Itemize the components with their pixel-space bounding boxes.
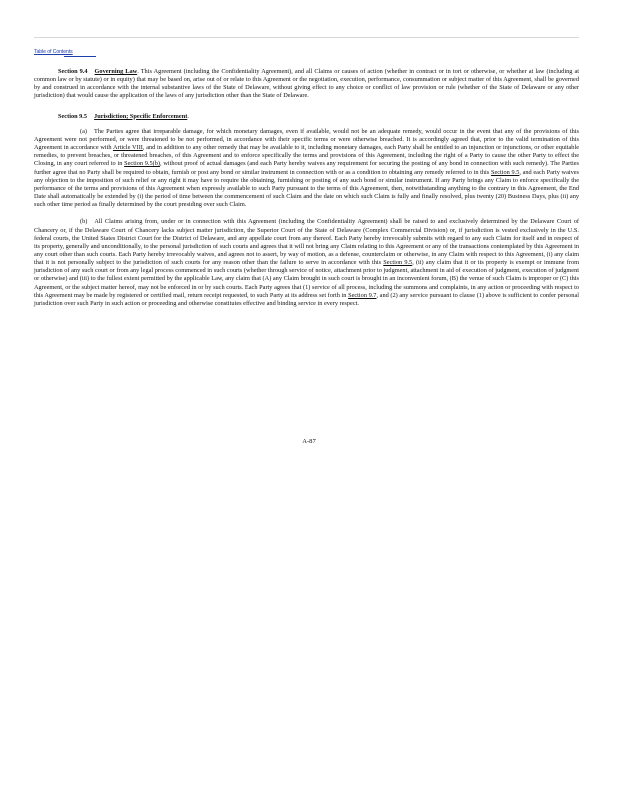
subsection-b-text-1: All Claims arising from, under or in connection with this Agreement (including the Confidentiality Agreement) shall be raised to and exclusively determined by the Delaware Court of Chancery or, if the Delaware Court of Chancery lacks subject matter jurisdiction, the Superior Court of the State of Delaware (Complex Commercial Division) or, if jurisdiction is vested exclusively in the U.S. federal courts, the United States District Court for the District of Delaware, and any appellate court from any thereof. Each Party hereby irrevocably submits with regard to any such Claim for itself and in respect of its property, generally and unconditionally, to the personal jurisdiction of such courts and agrees that it will not bring any Claim relating to this Agreement or any of the transactions contemplated by this Agreement in any court other than such courts. Each Party hereby irrevocably waives, and agrees not to assert, by way of motion, as a defense, counterclaim or otherwise, in any Claim with respect to this Agreement, (i) any claim that it is not personally subject to the jurisdiction of such courts for any reason other than the failure to serve in accordance with this (34, 218, 579, 267)
top-divider (34, 37, 579, 38)
subsection-a-text-3: , without proof of actual damages (and each Party hereby waives any requirement for securing the posting of any bond in connection with such remedy). The Parties further agree that no Party shall be required to obtain, furnish or post any bond or similar instrument in connection with or as a condition to obtaining any remedy referred to in this (34, 160, 579, 176)
section-9-4-number: Section 9.4 (58, 68, 88, 75)
subsection-b-text-3: , and (2) any service pursuant to clause (1) above is sufficient to confer personal jurisdiction over such Party in such action or proceeding and otherwise constitutes effective and binding service in every respect. (34, 291, 579, 307)
section-9-5-title: Jurisdiction; Specific Enforcement (94, 112, 188, 120)
section-9-5-b-paragraph (34, 218, 579, 308)
section-9-5-heading-period: . (187, 112, 189, 120)
subsection-b-text-2: , (ii) any claim that it or its property is exempt or immune from jurisdiction of any such court or from any legal process commenced in such courts (whether through service of notice, attachment prior to judgment, attachment in aid of execution of judgment, execution of judgment or otherwise) and (iii) to the fullest extent permitted by the applicable Law, any claim that (A) any Claim brought in such court is brought in an inconvenient forum, (B) the venue of such Claim is improper or (C) this Agreement, or the subject matter hereof, may not be enforced in or by such courts. Each Party agrees that (1) service of all process, including the summons and complaints, in any action or proceeding with respect to this Agreement may be made by registered or certified mail, return receipt requested, to such Party at its address set forth in (34, 259, 579, 299)
section-9-4-paragraph (34, 68, 579, 101)
section-9-5-reference-b[interactable]: Section 9.5 (383, 259, 413, 267)
section-9-5-heading (34, 113, 579, 121)
subsection-a-text-2: , and in addition to any other remedy that may be available to it, including monetary damages, each Party shall be entitled to an injunction or injunctions, or other equitable remedies, to prevent breaches, or threatened breaches, of this Agreement and to enforce specifically the terms and provisions of this Agreement, including the right of a Party to cause the other Party to effect the Closing, in any court referred to in (34, 144, 580, 168)
subsection-a-text-4: , and each Party waives any objection to the imposition of such relief or any right it may have to require the obtaining, furnishing or posting of any such bond or similar instrument. If any Party brings any Claim to enforce specifically the performance of the terms and provisions of this Agreement when expressly available to such Party pursuant to the terms of this Agreement, then, notwithstanding anything to the contrary in this Agreement, the End Date shall automatically be extended by (i) the period of time between the commencement of such Claim and the date on which such Claim is fully and finally resolved, plus twenty (20) Business Days, plus (ii) any such other time period as finally determined by the court presiding over such Claim. (34, 168, 580, 209)
table-of-contents-link[interactable]: Table of Contents (34, 49, 73, 55)
subsection-a-text-1: The Parties agree that irreparable damage, for which monetary damages, even if available, would not be an adequate remedy, would occur in the event that any of the provisions of this Agreement were not performed, or were threatened to be not performed, in accordance with their specific terms or were otherwise breached. It is accordingly agreed that, prior to the valid termination of this Agreement in accordance with (34, 127, 579, 152)
section-9-5-a-paragraph (34, 128, 579, 210)
page-number: A-87 (302, 438, 316, 445)
section-9-4-text: . This Agreement (including the Confidentiality Agreement), and all Claims or causes of action (whether in contract or in tort or otherwise, or whether at law (including at common law or by statute) or in equity) that may be based on, arise out of or relate to this Agreement or the negotiation, execution, performance, consummation or subject matter of this Agreement, shall be governed by and construed in accordance with the internal substantive laws of the State of Delaware, without giving effect to any choice or conflict of law provision or rule (whether of the State of Delaware or any other jurisdiction) that would cause the application of the laws of any jurisdiction other than the State of Delaware. (34, 68, 579, 100)
document-body (34, 68, 579, 308)
section-9-4-title: Governing Law (94, 68, 138, 75)
article-viii-reference[interactable]: Article VIII (112, 144, 143, 152)
section-9-5-number: Section 9.5 (58, 112, 88, 120)
section-9-7-reference[interactable]: Section 9.7 (348, 291, 377, 299)
subsection-b-label: (b) (80, 218, 88, 226)
section-9-5-reference-a[interactable]: Section 9.5 (490, 168, 520, 176)
section-9-5-b-reference[interactable]: Section 9.5(b) (124, 160, 160, 168)
toc-link-underline (64, 56, 96, 57)
subsection-a-label: (a) (80, 127, 87, 135)
